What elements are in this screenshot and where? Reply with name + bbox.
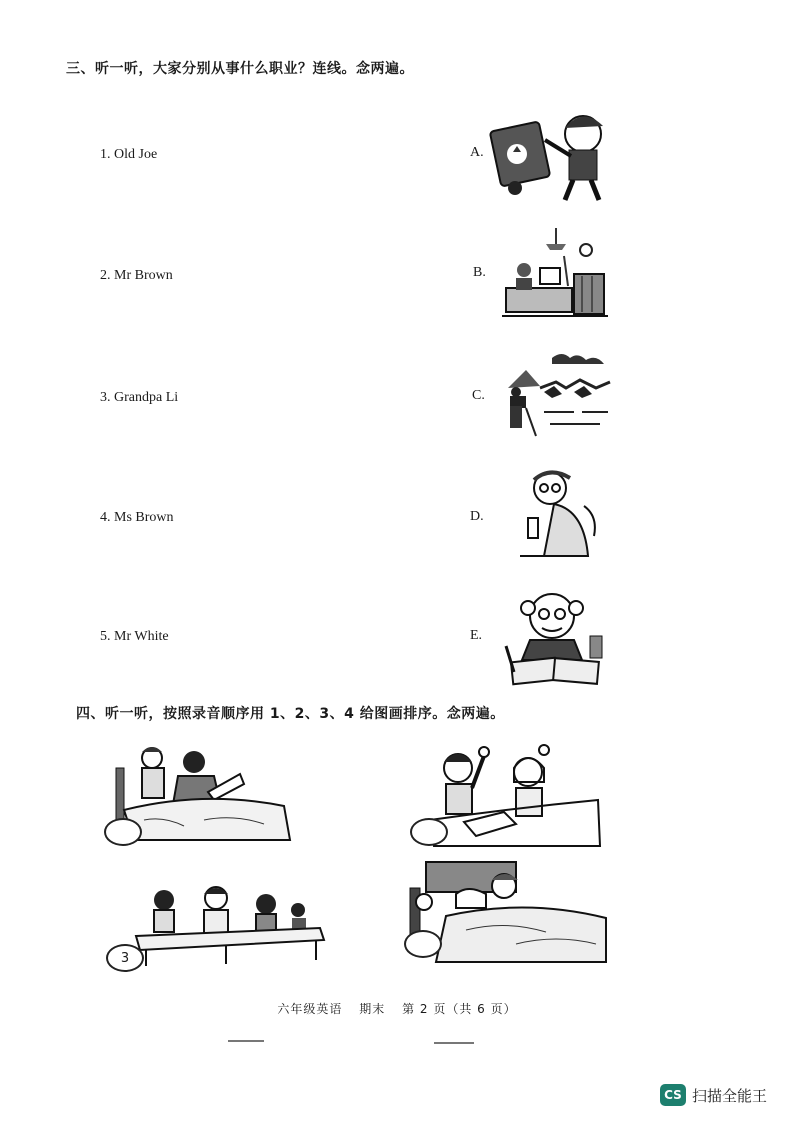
camscanner-logo-icon: CS (660, 1084, 686, 1106)
item-4-label: 4. Ms Brown (100, 510, 174, 525)
option-b-letter: B. (473, 265, 486, 280)
item-5-label: 5. Mr White (100, 629, 169, 644)
teacher-icon (500, 586, 610, 690)
option-e-letter: E. (470, 628, 483, 643)
option-d-letter: D. (470, 509, 484, 524)
scientist-icon (514, 466, 604, 562)
brand-name: 扫描全能王 (692, 1086, 768, 1105)
answer-circle[interactable] (410, 818, 448, 846)
scan-smudge (228, 1040, 264, 1042)
answer-circle[interactable]: 3 (106, 944, 144, 972)
children-cheering-icon (424, 742, 604, 850)
scan-smudge (434, 1042, 474, 1044)
office-desk-icon (500, 228, 610, 320)
page-footer (0, 1000, 794, 1017)
recycling-worker-icon (487, 104, 627, 204)
option-a-letter: A. (470, 145, 484, 160)
section-3-heading: 三、听一听，大家分别从事什么职业？连线。念两遍。 (66, 61, 414, 77)
answer-circle[interactable] (404, 930, 442, 958)
footer-term: 期末 (359, 1002, 386, 1016)
scanner-watermark (660, 1084, 767, 1106)
item-2-label: 2. Mr Brown (100, 268, 173, 283)
footer-subject: 六年级英语 (277, 1002, 343, 1016)
answer-circle[interactable] (104, 818, 142, 846)
option-c-letter: C. (472, 388, 485, 403)
item-1-label: 1. Old Joe (100, 147, 158, 162)
footer-page: 第 2 页（共 6 页） (402, 1002, 517, 1016)
item-3-label: 3. Grandpa Li (100, 390, 179, 405)
section-4-heading: 四、听一听，按照录音顺序用 1、2、3、4 给图画排序。念两遍。 (76, 706, 505, 722)
photographer-icon (496, 348, 616, 440)
